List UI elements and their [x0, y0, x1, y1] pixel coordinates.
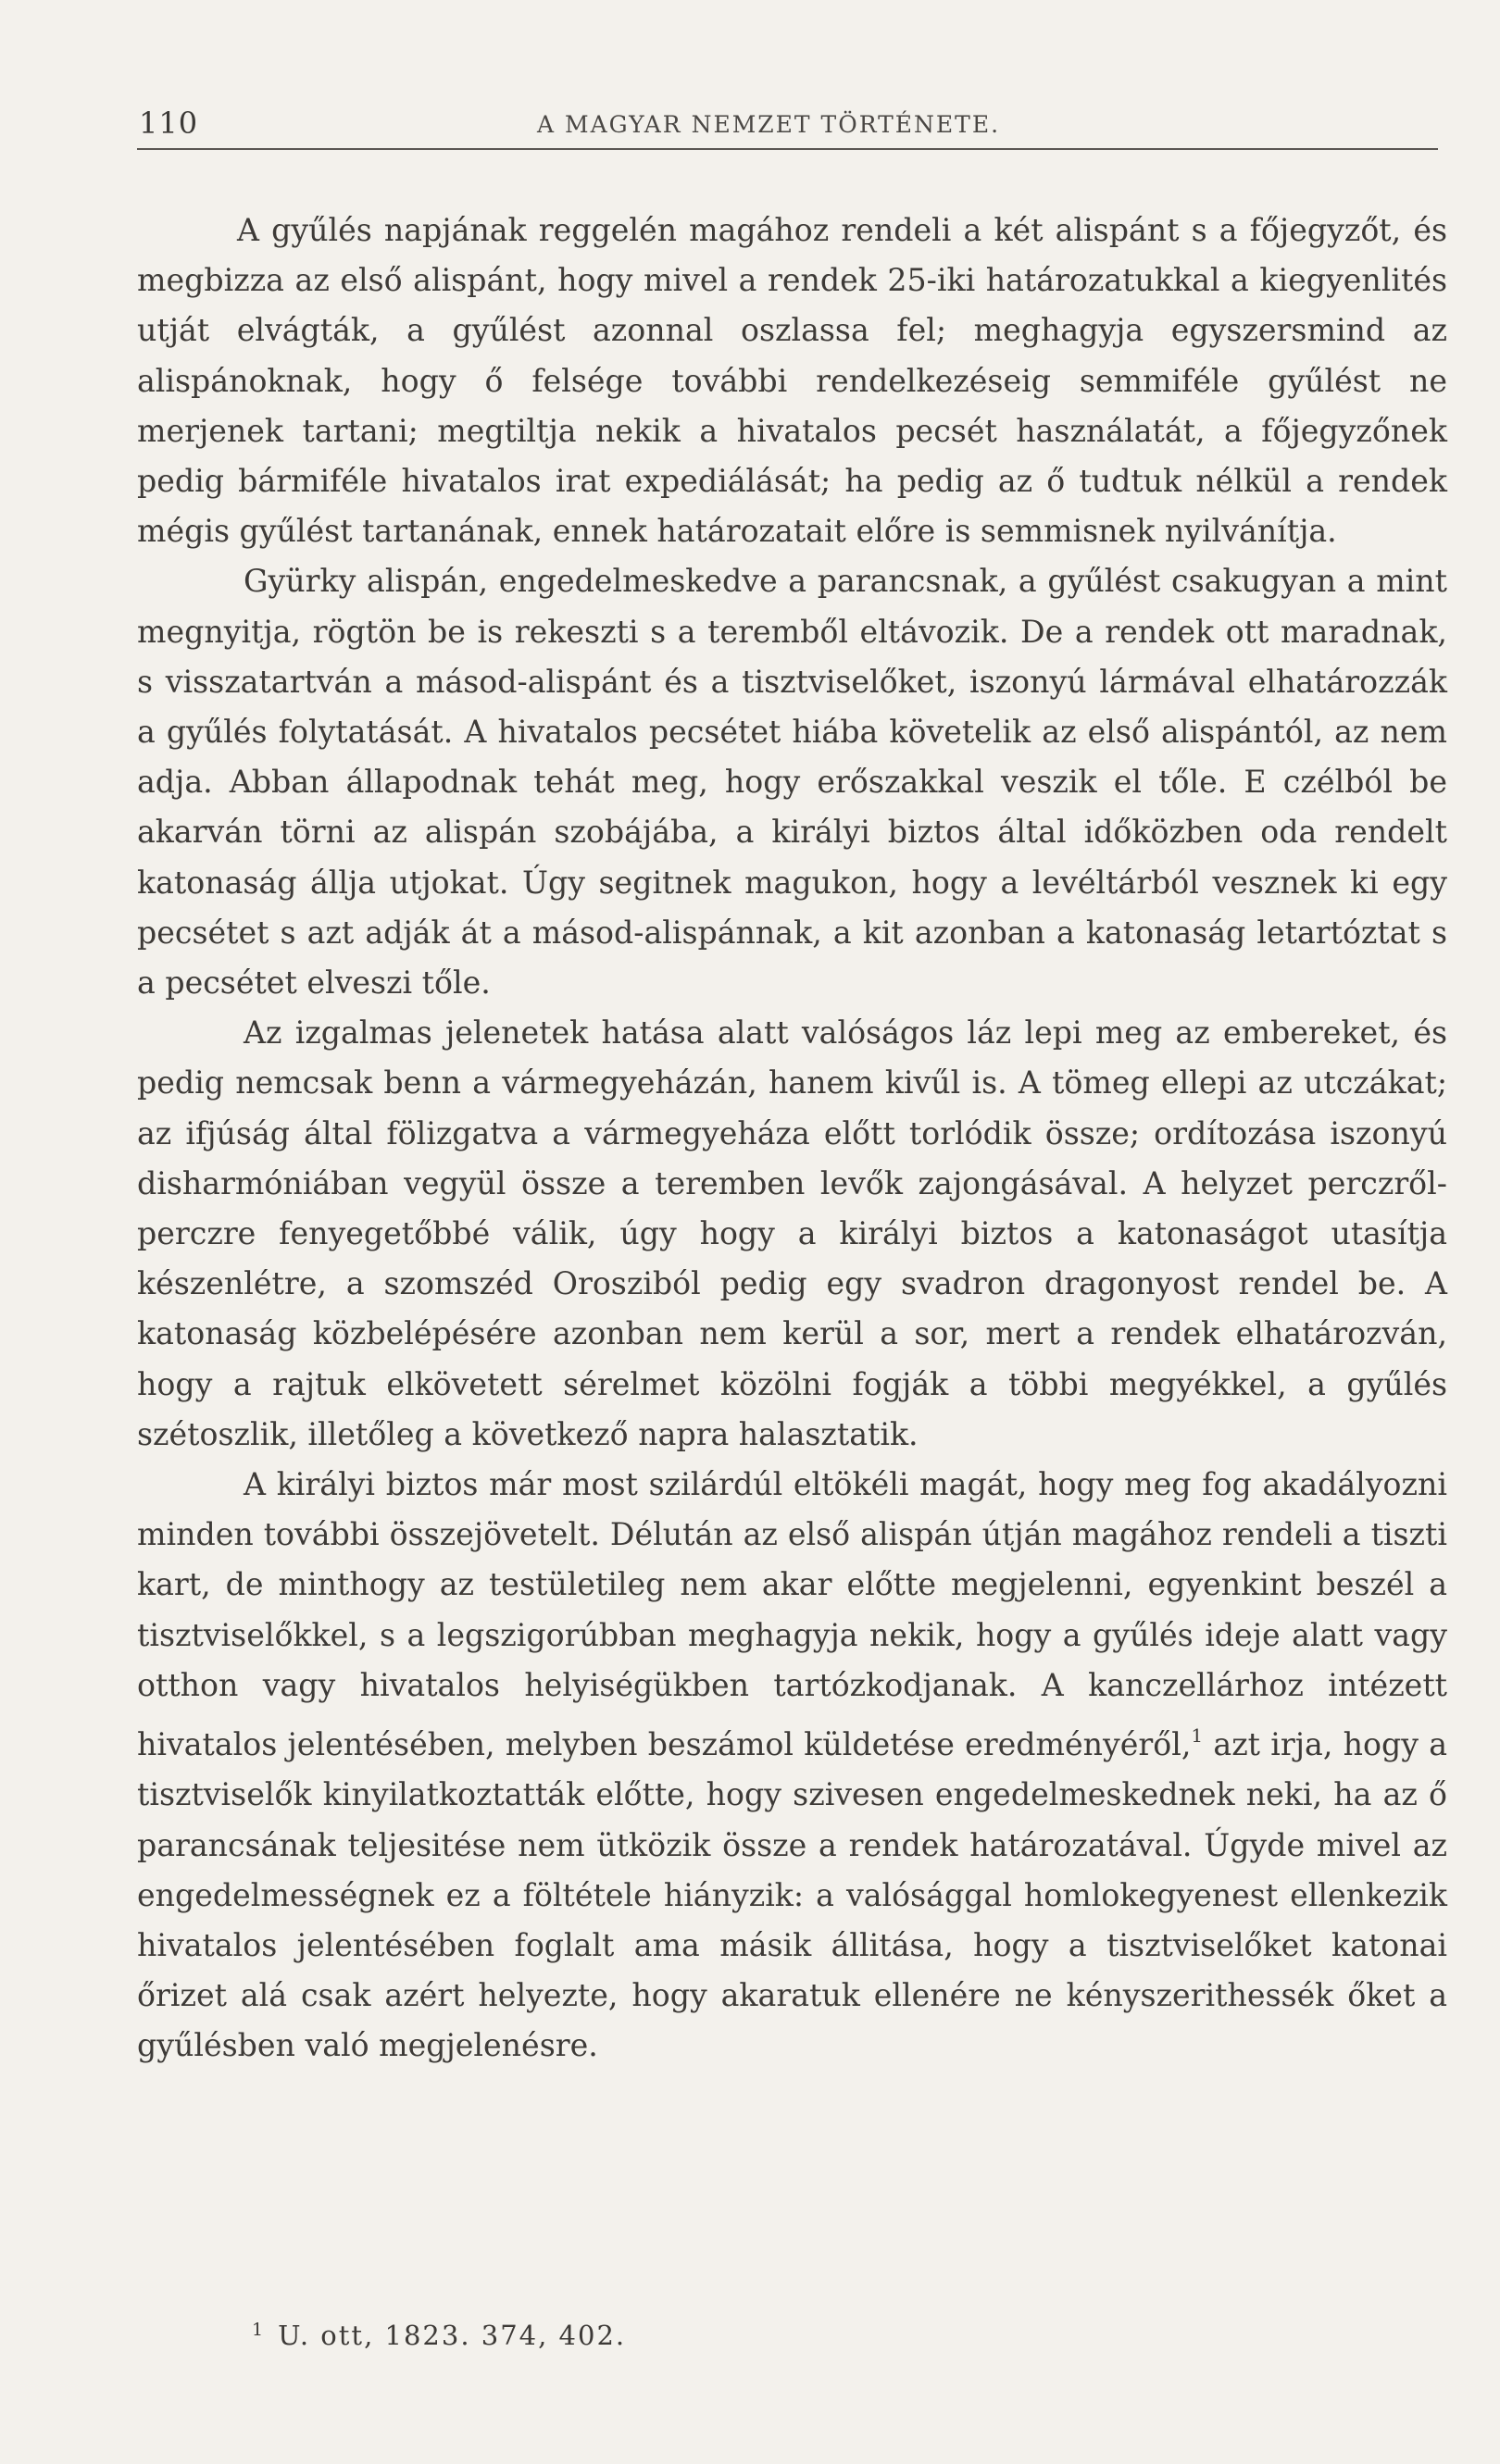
body-text	[137, 205, 1447, 2072]
page-header	[139, 100, 1435, 156]
paragraph-2: Gyürky alispán, engedelmeskedve a parancsnak, a gyűlést csakugyan a mint megnyitja, rögtön be is rekeszti s a teremből eltávozik. De a rendek ott maradnak, s visszatartván a másod-alispánt és a tisztviselőket, iszonyú lármával elhatározzák a gyűlés folytatását. A hivatalos pecsétet hiába követelik az első alispántól, az nem adja. Abban állapodnak tehát meg, hogy erőszakkal veszik el tőle. E czélból be akarván törni az alispán szobájába, a királyi biztos által időközben oda rendelt katonaság állja utjokat. Úgy segitnek magukon, hogy a levéltárból vesznek ki egy pecsétet s azt adják át a másod-alispánnak, a kit azonban a katonaság letartóztat s a pecsétet elveszi tőle.	[137, 563, 1447, 1002]
footnote-text: U. ott, 1823. 374, 402.	[278, 2320, 627, 2351]
footnote	[252, 2320, 626, 2351]
header-rule	[137, 148, 1438, 150]
paragraph-3: Az izgalmas jelenetek hatása alatt valóságos láz lepi meg az embereket, és pedig nemcsak benn a vármegyeházán, hanem kivűl is. A tömeg ellepi az utczákat; az ifjúság által fölizgatva a vármegyeháza előtt torlódik össze; ordítozása iszonyú disharmóniában vegyül össze a teremben levők zajongásával. A helyzet perczről-perczre fenyegetőbbé válik, úgy hogy a királyi biztos a katonaságot utasítja készenlétre, a szomszéd Orosziból pedig egy svadron dragonyost rendel be. A katonaság közbelépésére azonban nem kerül a sor, mert a rendek elhatározván, hogy a rajtuk elkövetett sérelmet közölni fogják a többi megyékkel, a gyűlés szétoszlik, illetőleg a következő napra halasztatik.	[137, 1014, 1447, 1452]
footnote-marker: 1	[252, 2320, 266, 2340]
paragraph-4-part-1: A királyi biztos már most szilárdúl eltökéli magát, hogy meg fog akadályozni minden további összejövetelt. Délután az első alispán útján magához rendeli a tiszti kart, de minthogy az testületileg nem akar előtte megjelenni, egyenkint beszél a tisztviselőkkel, s a legszigorúbban meghagyja nekik, hogy a gyűlés ideje alatt vagy otthon vagy hivatalos helyiségükben tartózkodjanak. A kanczellárhoz intézett hivatalos jelentésében, melyben beszámol küldetése eredményéről,	[137, 1466, 1447, 1763]
paragraph-1: A gyűlés napjának reggelén magához rendeli a két alispánt s a főjegyzőt, és megbizza az első alispánt, hogy mivel a rendek 25-iki határozatukkal a kiegyenlités utját elvágták, a gyűlést azonnal oszlassa fel; meghagyja egyszersmind az alispánoknak, hogy ő felsége további rendelkezéseig semmiféle gyűlést ne merjenek tartani; megtiltja nekik a hivatalos pecsét használatát, a főjegyzőnek pedig bármiféle hivatalos irat expediálását; ha pedig az ő tudtuk nélkül a rendek mégis gyűlést tartanának, ennek határozatait előre is semmisnek nyilvánítja.	[137, 212, 1447, 550]
footnote-reference[interactable]: 1	[1191, 1724, 1204, 1748]
paragraph-4	[137, 1460, 1447, 2071]
page-number: 110	[139, 106, 199, 141]
paragraph-4-part-2: azt irja, hogy a tisztviselők kinyilatkoztatták előtte, hogy szivesen engedelmeskednek neki, ha az ő parancsának teljesitése nem ütközik össze a rendek határozatával. Úgyde mivel az engedelmességnek ez a föltétele hiányzik: a valósággal homlokegyenest ellenkezik hivatalos jelentésében foglalt ama másik állitása, hogy a tisztviselőket katonai őrizet alá csak azért helyezte, hogy akaratuk ellenére ne kényszerithessék őket a gyűlésben való megjelenésre.	[137, 1726, 1447, 2064]
running-head: A MAGYAR NEMZET TÖRTÉNETE.	[537, 111, 1001, 138]
